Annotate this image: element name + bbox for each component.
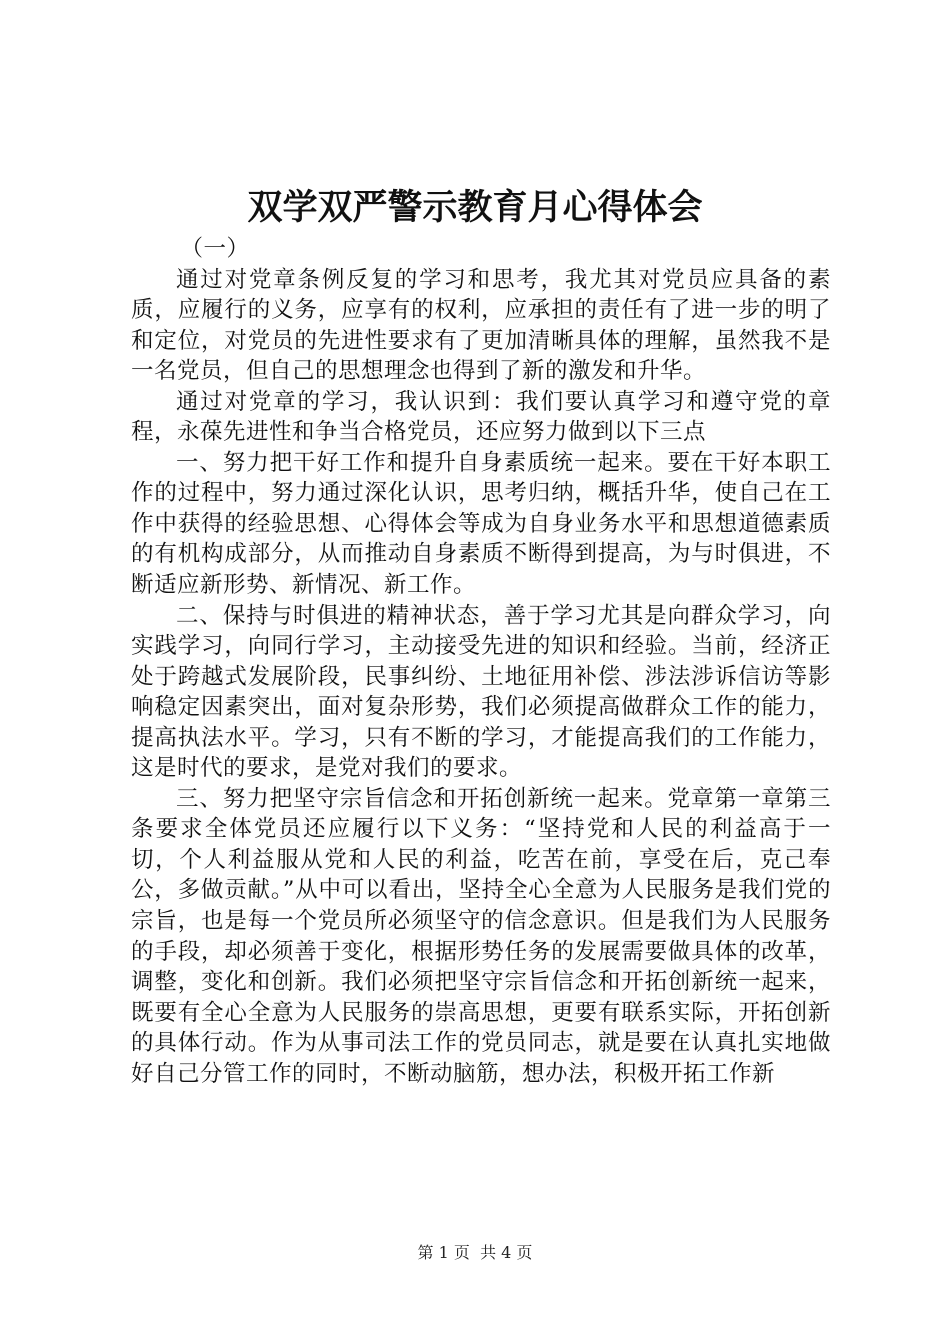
document-title: 双学双严警示教育月心得体会 <box>247 188 703 228</box>
body-paragraph: 二、保持与时俱进的精神状态，善于学习尤其是向群众学习，向实践学习，向同行学习，主动接受先进的知识和经验。当前，经济正处于跨越式发展阶段，民事纠纷、土地征用补偿、涉法涉诉信访等影响稳定因素突出，面对复杂形势，我们必须提高做群众工作的能力，提高执法水平。学习，只有不断的学习，才能提高我们的工作能力，这是时代的要求，是党对我们的要求。 <box>131 602 831 782</box>
page-number: 第 1 页 共 4 页 <box>417 1243 533 1262</box>
body-paragraph: 一、努力把干好工作和提升自身素质统一起来。要在干好本职工作的过程中，努力通过深化认识，思考归纳，概括升华，使自己在工作中获得的经验思想、心得体会等成为自身业务水平和思想道德素质的有机构成部分，从而推动自身素质不断得到提高，为与时俱进，不断适应新形势、新情况、新工作。 <box>131 449 831 599</box>
page-footer <box>0 1242 950 1264</box>
document-body <box>131 234 831 1089</box>
body-paragraph: 通过对党章条例反复的学习和思考，我尤其对党员应具备的素质，应履行的义务，应享有的权利，应承担的责任有了进一步的明了和定位，对党员的先进性要求有了更加清晰具体的理解，虽然我不是一名党员，但自己的思想理念也得到了新的激发和升华。 <box>131 266 831 385</box>
body-paragraph: 通过对党章的学习，我认识到：我们要认真学习和遵守党的章程，永葆先进性和争当合格党员，还应努力做到以下三点 <box>131 388 831 446</box>
section-number: （一） <box>180 236 250 262</box>
body-paragraph: 三、努力把坚守宗旨信念和开拓创新统一起来。党章第一章第三条要求全体党员还应履行以下义务：“坚持党和人民的利益高于一切，个人利益服从党和人民的利益，吃苦在前，享受在后，克己奉公，多做贡献。”从中可以看出，坚持全心全意为人民服务是我们党的宗旨，也是每一个党员所必须坚守的信念意识。但是我们为人民服务的手段，却必须善于变化，根据形势任务的发展需要做具体的改革，调整，变化和创新。我们必须把坚守宗旨信念和开拓创新统一起来，既要有全心全意为人民服务的崇高思想，更要有联系实际，开拓创新的具体行动。作为从事司法工作的党员同志，就是要在认真扎实地做好自己分管工作的同时，不断动脑筋，想办法，积极开拓工作新 <box>131 785 831 1087</box>
